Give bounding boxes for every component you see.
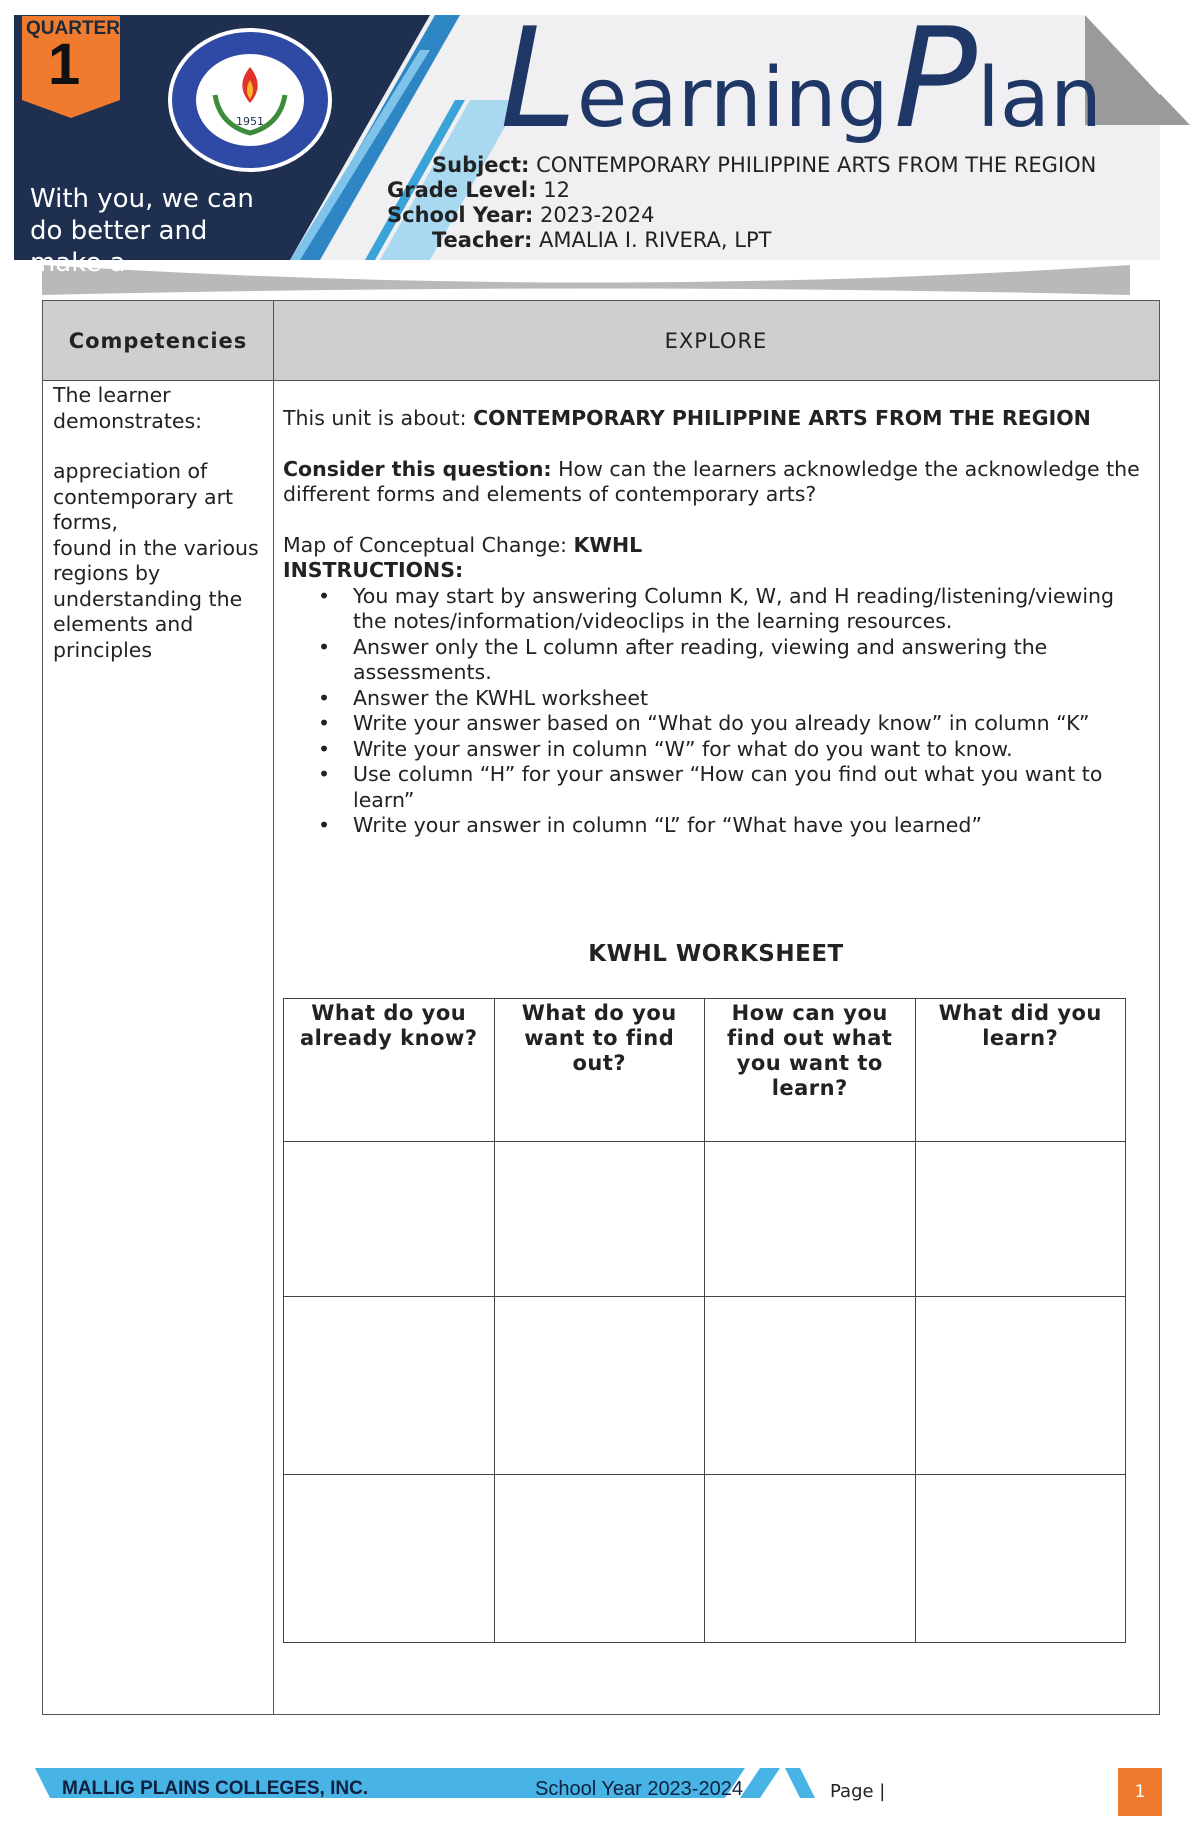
consider-question <box>283 457 1148 508</box>
footer-school-name: MALLIG PLAINS COLLEGES, INC. <box>62 1778 369 1799</box>
learning-plan-title <box>500 0 1102 159</box>
kwhl-answer-cell[interactable] <box>915 1475 1126 1643</box>
kwhl-answer-cell[interactable] <box>494 1142 705 1297</box>
map-prefix: Map of Conceptual Change: <box>283 532 574 557</box>
school-year-value: 2023-2024 <box>540 203 655 227</box>
instruction-item: • You may start by answering Column K, W, and H reading/listening/viewing the notes/information/videoclips in the learning resources. <box>353 584 1148 635</box>
kwhl-header-row <box>284 999 1126 1142</box>
competency-cell <box>53 383 268 663</box>
kwhl-answer-cell[interactable] <box>284 1297 495 1475</box>
column-divider <box>273 301 274 1714</box>
kwhl-answer-cell[interactable] <box>705 1475 916 1643</box>
title-cap-l: L <box>500 0 577 159</box>
instruction-item: • Write your answer in column “W” for what do you want to know. <box>353 737 1148 763</box>
instruction-item: • Write your answer based on “What do you already know” in column “K” <box>353 711 1148 737</box>
unit-prefix: This unit is about: <box>283 406 474 430</box>
map-value: KWHL <box>573 532 643 557</box>
kwhl-answer-cell[interactable] <box>284 1475 495 1643</box>
school-seal-logo <box>165 25 335 175</box>
quarter-label: QUARTER <box>26 18 120 39</box>
competency-line-4: elements and principles <box>53 612 194 662</box>
kwhl-answer-row <box>284 1142 1126 1297</box>
explore-header: EXPLORE <box>664 329 768 353</box>
kwhl-header-h: How can you find out what you want to learn? <box>705 999 916 1142</box>
kwhl-header-l: What did you learn? <box>915 999 1126 1142</box>
quarter-number: 1 <box>48 32 81 97</box>
grade-label: Grade Level: <box>387 178 537 202</box>
competency-line-2: appreciation of contemporary art forms, <box>53 459 234 534</box>
unit-value: CONTEMPORARY PHILIPPINE ARTS FROM THE REGION <box>473 406 1091 430</box>
explore-cell <box>283 406 1148 839</box>
footer-page-label: Page | <box>830 1781 886 1802</box>
competency-line-1: The learner demonstrates: <box>53 383 203 433</box>
kwhl-worksheet-table <box>283 998 1126 1643</box>
school-year-line <box>387 203 655 227</box>
competencies-header: Competencies <box>68 329 248 353</box>
kwhl-answer-cell[interactable] <box>284 1142 495 1297</box>
grade-value: 12 <box>543 178 570 202</box>
instruction-item: • Answer only the L column after reading, viewing and answering the assessments. <box>353 635 1148 686</box>
kwhl-answer-row <box>284 1297 1126 1475</box>
table-header-row <box>43 301 1159 381</box>
teacher-label: Teacher: <box>432 228 533 252</box>
kwhl-answer-cell[interactable] <box>705 1297 916 1475</box>
svg-text:1951: 1951 <box>236 115 264 128</box>
instruction-item: • Write your answer in column “L” for “What have you learned” <box>353 813 1148 839</box>
instruction-item: • Use column “H” for your answer “How can you find out what you want to learn” <box>353 762 1148 813</box>
question-text: How can the learners acknowledge the acknowledge the different forms and elements of contemporary arts? <box>283 456 1140 506</box>
instructions-list <box>283 584 1148 839</box>
kwhl-answer-cell[interactable] <box>915 1297 1126 1475</box>
title-rest-2: lan <box>976 51 1102 146</box>
grade-line <box>387 178 570 202</box>
page-header <box>0 0 1200 300</box>
learning-plan-table <box>42 300 1160 1715</box>
kwhl-answer-cell[interactable] <box>494 1475 705 1643</box>
competency-line-3: found in the various regions by understanding the <box>53 535 259 611</box>
subject-value: CONTEMPORARY PHILIPPINE ARTS FROM THE REGION <box>536 153 1097 177</box>
subject-label: Subject: <box>432 153 530 177</box>
kwhl-answer-cell[interactable] <box>494 1297 705 1475</box>
instruction-item: • Answer the KWHL worksheet <box>353 686 1148 712</box>
subject-line <box>432 153 1096 177</box>
instructions-label: INSTRUCTIONS: <box>283 558 464 582</box>
question-label: Consider this question: <box>283 456 552 481</box>
kwhl-answer-cell[interactable] <box>705 1142 916 1297</box>
unit-statement <box>283 406 1148 432</box>
footer-school-year: School Year 2023-2024 <box>535 1778 743 1800</box>
kwhl-answer-cell[interactable] <box>915 1142 1126 1297</box>
teacher-line <box>432 228 771 252</box>
teacher-value: AMALIA I. RIVERA, LPT <box>539 228 772 252</box>
map-of-conceptual-change <box>283 533 1148 559</box>
kwhl-answer-row <box>284 1475 1126 1643</box>
title-cap-p: P <box>893 0 977 159</box>
school-year-label: School Year: <box>387 203 534 227</box>
page-number: 1 <box>1118 1768 1162 1816</box>
kwhl-worksheet-title: KWHL WORKSHEET <box>588 941 844 967</box>
kwhl-header-k: What do you already know? <box>284 999 495 1142</box>
title-rest-1: earning <box>576 51 889 146</box>
kwhl-header-w: What do you want to find out? <box>494 999 705 1142</box>
school-motto: With you, we can do better and make a <box>30 184 254 278</box>
